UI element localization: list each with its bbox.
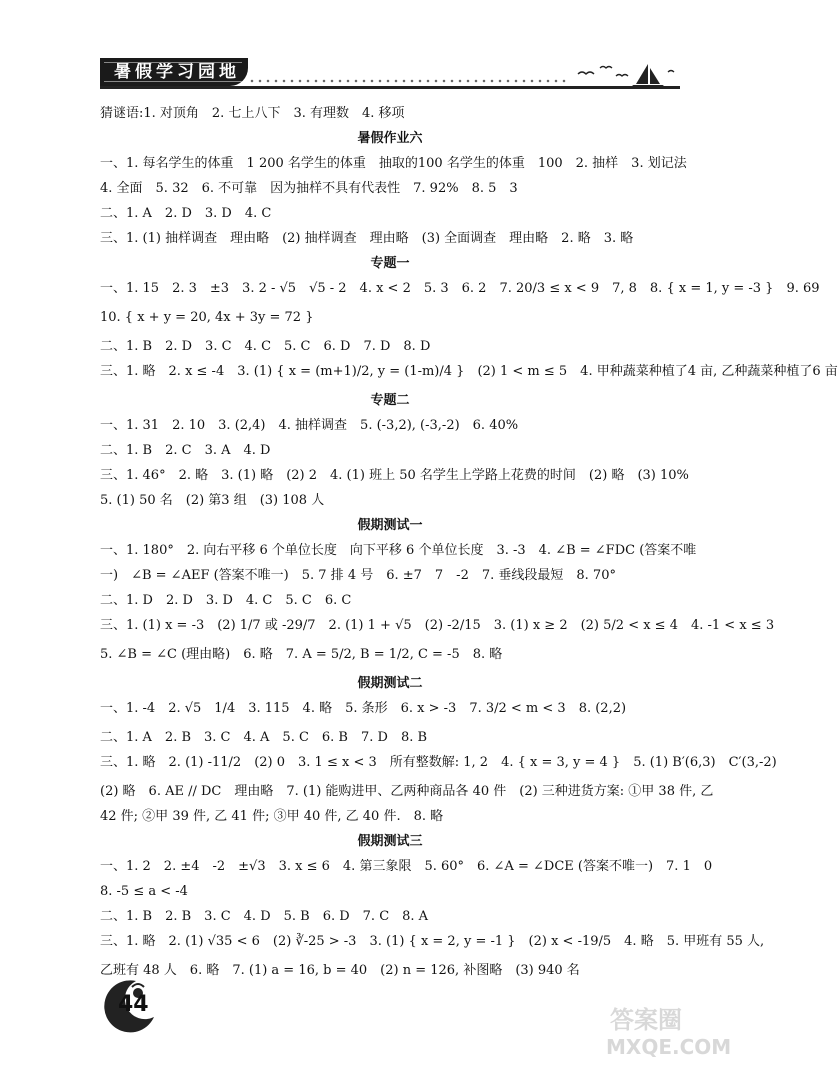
section-title: 假期测试三: [357, 834, 423, 849]
section-title: 暑假作业六: [357, 131, 423, 146]
answer-line: 一、1. 15 2. 3 ±3 3. 2 - √5 √5 - 2 4. x < 2 5. 3 6. 2 7. 20/3 ≤ x < 9 7, 8 8. { x = 1, y = -3 } 9. 69: [100, 281, 820, 296]
answer-line: 5. (1) 50 名 (2) 第3 组 (3) 108 人: [100, 493, 325, 508]
answer-line: 二、1. B 2. D 3. C 4. C 5. C 6. D 7. D 8. D: [100, 339, 431, 354]
section-title: 专题二: [370, 393, 410, 408]
answer-line: 一、1. -4 2. √5 1/4 3. 115 4. 略 5. 条形 6. x > -3 7. 3/2 < m < 3 8. (2,2): [100, 701, 627, 716]
answer-line: 三、1. (1) x = -3 (2) 1/7 或 -29/7 2. (1) 1 + √5 (2) -2/15 3. (1) x ≥ 2 (2) 5/2 < x ≤ 4 4. -1 < x ≤ 3: [100, 618, 775, 633]
answer-line: 8. -5 ≤ a < -4: [100, 884, 188, 899]
answer-line: 一、1. 180° 2. 向右平移 6 个单位长度 向下平移 6 个单位长度 3. -3 4. ∠B = ∠FDC (答案不唯: [100, 543, 697, 558]
answer-line: 二、1. B 2. C 3. A 4. D: [100, 443, 271, 458]
page-number: 44: [118, 992, 149, 1017]
answer-line: 一、1. 2 2. ±4 -2 ±√3 3. x ≤ 6 4. 第三象限 5. 60° 6. ∠A = ∠DCE (答案不唯一) 7. 1 0: [100, 859, 713, 874]
answer-line: 二、1. A 2. D 3. D 4. C: [100, 206, 272, 221]
answer-line: 二、1. B 2. B 3. C 4. D 5. B 6. D 7. C 8. A: [100, 909, 429, 924]
answer-line: 一、1. 每名学生的体重 1 200 名学生的体重 抽取的100 名学生的体重 100 2. 抽样 3. 划记法: [100, 156, 687, 171]
section-title: 专题一: [370, 256, 410, 271]
answer-line: 乙班有 48 人 6. 略 7. (1) a = 16, b = 40 (2) n = 126, 补图略 (3) 940 名: [100, 963, 580, 978]
answer-line: 三、1. 46° 2. 略 3. (1) 略 (2) 2 4. (1) 班上 50 名学生上学路上花费的时间 (2) 略 (3) 10%: [100, 468, 689, 483]
answer-line: 5. ∠B = ∠C (理由略) 6. 略 7. A = 5/2, B = 1/2, C = -5 8. 略: [100, 647, 503, 662]
answer-line: 二、1. A 2. B 3. C 4. A 5. C 6. B 7. D 8. B: [100, 730, 428, 745]
answer-line: 42 件; ②甲 39 件, 乙 41 件; ③甲 40 件, 乙 40 件. 8. 略: [100, 809, 444, 824]
header-banner: [100, 58, 248, 86]
answer-line: 4. 全面 5. 32 6. 不可靠 因为抽样不具有代表性 7. 92% 8. 5 3: [100, 181, 518, 196]
watermark-text: 答案圈: [610, 1006, 682, 1034]
answer-line: 三、1. 略 2. x ≤ -4 3. (1) { x = (m+1)/2, y = (1-m)/4 } (2) 1 < m ≤ 5 4. 甲种蔬菜种植了4 亩, 乙种蔬菜种植了6 亩: [100, 364, 838, 379]
answer-line: 三、1. (1) 抽样调查 理由略 (2) 抽样调查 理由略 (3) 全面调查 理由略 2. 略 3. 略: [100, 231, 634, 246]
answer-line: 三、1. 略 2. (1) -11/2 (2) 0 3. 1 ≤ x < 3 所有整数解: 1, 2 4. { x = 3, y = 4 } 5. (1) B′(6,3) C′(3,-2): [100, 755, 777, 770]
watermark-domain: MXQE.COM: [606, 1035, 732, 1059]
birds-sailboat-icon: [572, 60, 682, 90]
answer-content: [100, 104, 838, 986]
watermark-logo: [600, 1000, 740, 1060]
answer-line: 一、1. 31 2. 10 3. (2,4) 4. 抽样调查 5. (-3,2), (-3,-2) 6. 40%: [100, 418, 519, 433]
banner-title: 暑假学习园地: [114, 62, 240, 82]
riddle-answers: 猜谜语:1. 对顶角 2. 七上八下 3. 有理数 4. 移项: [100, 106, 405, 121]
answer-line: (2) 略 6. AE // DC 理由略 7. (1) 能购进甲、乙两种商品各 40 件 (2) 三种进货方案: ①甲 38 件, 乙: [100, 784, 714, 799]
answer-line: 三、1. 略 2. (1) √35 < 6 (2) ∛-25 > -3 3. (1) { x = 2, y = -1 } (2) x < -19/5 4. 略 5. 甲班有 55 人,: [100, 934, 765, 949]
answer-line: 10. { x + y = 20, 4x + 3y = 72 }: [100, 310, 314, 325]
section-title: 假期测试二: [357, 676, 423, 691]
section-title: 假期测试一: [357, 518, 423, 533]
answer-line: 一) ∠B = ∠AEF (答案不唯一) 5. 7 排 4 号 6. ±7 7 -2 7. 垂线段最短 8. 70°: [100, 568, 616, 583]
header-dotted-rule: [248, 78, 568, 84]
answer-line: 二、1. D 2. D 3. D 4. C 5. C 6. C: [100, 593, 352, 608]
